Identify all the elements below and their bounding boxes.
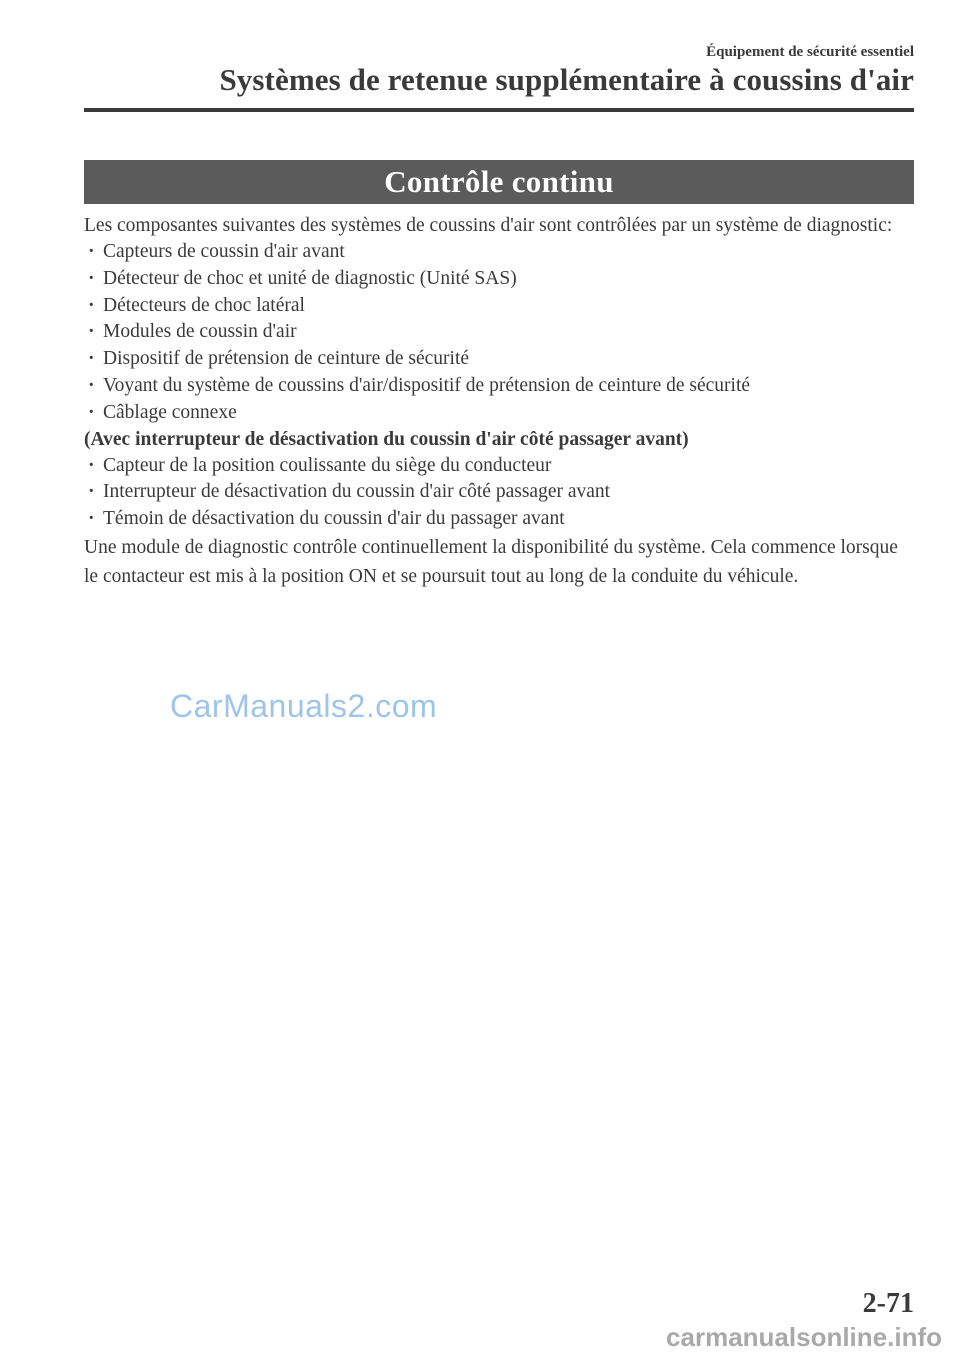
bullet-icon: · [88,241,95,262]
list-item-text: Capteur de la position coulissante du siège du conducteur [103,454,552,476]
footer-watermark: carmanualsonline.info [666,1322,942,1352]
list-item [84,319,914,346]
list-item [84,346,914,373]
list-item [84,239,914,266]
bullet-icon: · [88,508,95,530]
bullet-icon: · [88,481,95,503]
chapter-label: Équipement de sécurité essentiel [706,44,914,60]
list-item-text: Voyant du système de coussins d'air/dispositif de prétension de ceinture de sécurité [103,374,751,396]
bullet-icon: · [88,294,95,316]
list-item [84,506,914,533]
list-item-text: Modules de coussin d'air [103,321,297,343]
list-item-text: Témoin de désactivation du coussin d'air du passager avant [103,508,565,530]
section-banner [84,160,914,204]
page-number: 2-71 [862,1288,914,1319]
list-item [84,400,914,427]
list-item [84,266,914,293]
list-item-text: Capteurs de coussin d'air avant [103,241,345,262]
subheading: (Avec interrupteur de désactivation du coussin d'air côté passager avant) [84,428,689,450]
header-divider [84,108,914,112]
list-item-text: Détecteurs de choc latéral [103,294,305,316]
bullet-icon: · [88,374,95,396]
list-item-text: Dispositif de prétension de ceinture de sécurité [103,348,470,370]
bullet-icon: · [88,401,95,423]
bullet-icon: · [88,321,95,343]
page-content [84,212,914,591]
bullet-icon: · [88,454,95,476]
list-item [84,479,914,506]
bullet-icon: · [88,348,95,370]
list-item-text: Interrupteur de désactivation du coussin d'air côté passager avant [103,481,611,503]
list-item [84,373,914,400]
list-item [84,293,914,320]
page-heading: Systèmes de retenue supplémentaire à coussins d'air [219,62,914,97]
bullet-icon: · [88,267,95,289]
intro-paragraph: Les composantes suivantes des systèmes de coussins d'air sont contrôlées par un système de diagnostic: [84,215,893,236]
section-title: Contrôle continu [384,164,614,199]
watermark: CarManuals2.com [170,688,438,724]
closing-paragraph: Une module de diagnostic contrôle continuellement la disponibilité du système. Cela commence lorsque le contacteur est mis à la position ON et se poursuit tout au long de la conduite du véhicule. [84,536,898,587]
list-item-text: Câblage connexe [103,401,237,423]
list-item [84,453,914,480]
component-list [84,239,914,427]
list-item-text: Détecteur de choc et unité de diagnostic (Unité SAS) [103,267,517,289]
passenger-switch-list [84,453,914,533]
